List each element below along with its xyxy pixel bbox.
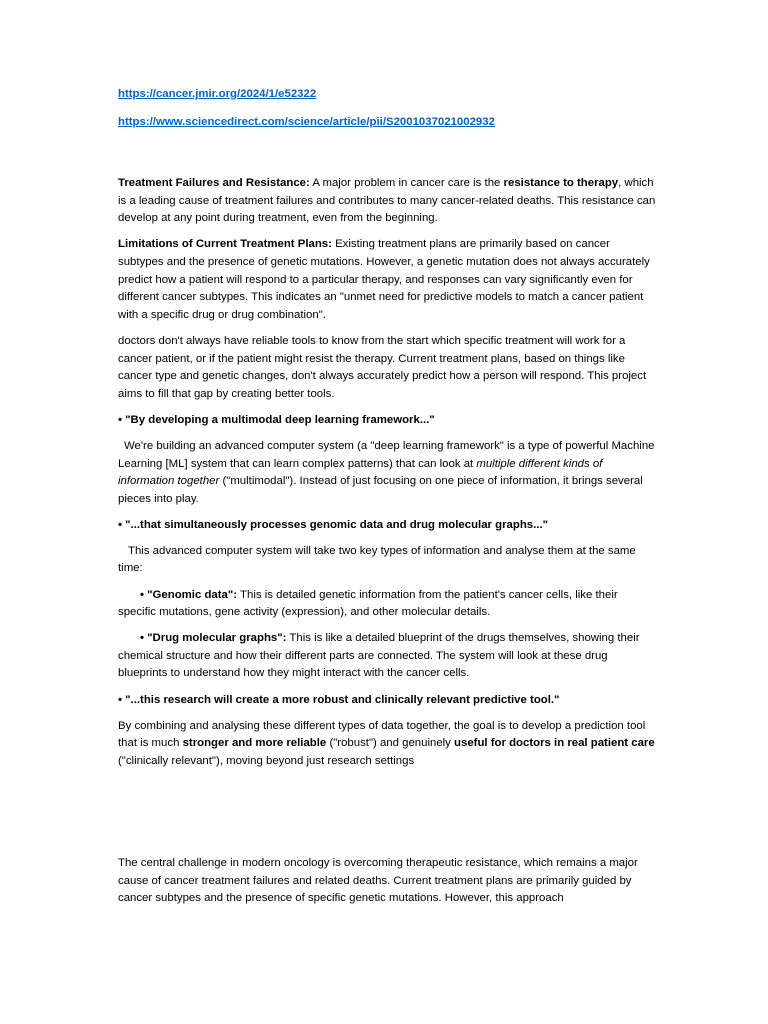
paragraph-text: , which is a leading cause of treatment failures and contributes to many cancer-related deaths. This resistance can develop at any point during treatment, even from the beginning. [118, 177, 656, 225]
emphasis-text: stronger and more reliable [182, 737, 327, 750]
paragraph-text: ("robust") and genuinely [326, 737, 455, 750]
paragraph-text: Existing treatment plans are primarily based on cancer subtypes and the presence of genetic mutations. However, a genetic mutation does not always accurately predict how a patient will respond to a particular therapy, and responses can vary significantly even for different cancer subtypes. This indicates an "unmet need for predictive models to match a cancer patient with a specific drug or drug combination". [118, 238, 650, 321]
reference-link-jmir[interactable]: https://cancer.jmir.org/2024/1/e52322 [118, 88, 317, 100]
paragraph-lead: Limitations of Current Treatment Plans: [118, 238, 332, 251]
emphasis-text: resistance to therapy [503, 177, 619, 190]
spacer [118, 779, 656, 855]
paragraph-text: This is detailed genetic information from the patient's cancer cells, like their specific mutations, gene activity (expression), and other molecular details. [118, 588, 618, 619]
paragraph-text: By combining and analysing these different types of data together, the goal is to develop a prediction tool that is much [118, 719, 646, 750]
sub-bullet-drug-graphs [118, 630, 656, 683]
paragraph-text: A major problem in cancer care is the [309, 177, 504, 190]
spacer [118, 131, 656, 175]
paragraph-two-types: This advanced computer system will take two key types of information and analyse them at the same time: [118, 544, 636, 575]
bullet-heading-robust: • "...this research will create a more robust and clinically relevant predictive tool." [118, 693, 560, 706]
paragraph-lead: Treatment Failures and Resistance: [118, 177, 310, 190]
sub-bullet-genomic-data [118, 587, 656, 622]
document-page [118, 86, 656, 916]
emphasis-text: useful for doctors in real patient care [454, 737, 655, 750]
bullet-heading-multimodal: • "By developing a multimodal deep learning framework..." [118, 413, 435, 426]
paragraph-limitations [118, 236, 656, 324]
paragraph-treatment-failures [118, 175, 656, 228]
paragraph-text: ("clinically relevant"), moving beyond just research settings [118, 754, 415, 767]
sub-bullet-lead: • "Drug molecular graphs": [140, 632, 287, 645]
italic-text: multiple different kinds of information together [118, 457, 603, 488]
paragraph-framework [118, 438, 656, 508]
reference-link-sciencedirect[interactable]: https://www.sciencedirect.com/science/article/pii/S2001037021002932 [118, 115, 495, 128]
paragraph-text: ("multimodal"). Instead of just focusing on one piece of information, it brings several pieces into play. [118, 475, 643, 505]
sub-bullet-lead: • "Genomic data": [140, 588, 238, 601]
paragraph-text: This is like a detailed blueprint of the drugs themselves, showing their chemical structure and how their different parts are connected. The system will look at these drug blueprints to understand how they might interact with the cancer cells. [118, 632, 640, 680]
paragraph-combining [118, 718, 656, 771]
paragraph-text: We're building an advanced computer system (a "deep learning framework" is a type of powerful Machine Learning [ML] system that can learn complex patterns) that can look at [118, 439, 655, 470]
bullet-heading-genomic: • "...that simultaneously processes genomic data and drug molecular graphs..." [118, 518, 549, 531]
paragraph-central-challenge: The central challenge in modern oncology is overcoming therapeutic resistance, which remains a major cause of cancer treatment failures and related deaths. Current treatment plans are primarily guided by cancer subtypes and the presence of specific genetic mutations. However, this approach [118, 856, 638, 905]
paragraph-doctors: doctors don't always have reliable tools to know from the start which specific treatment will work for a cancer patient, or if the patient might resist the therapy. Current treatment plans, based on things like cancer type and genetic changes, don't always accurately predict how a person will respond. This project aims to fill that gap by creating better tools. [118, 334, 647, 400]
